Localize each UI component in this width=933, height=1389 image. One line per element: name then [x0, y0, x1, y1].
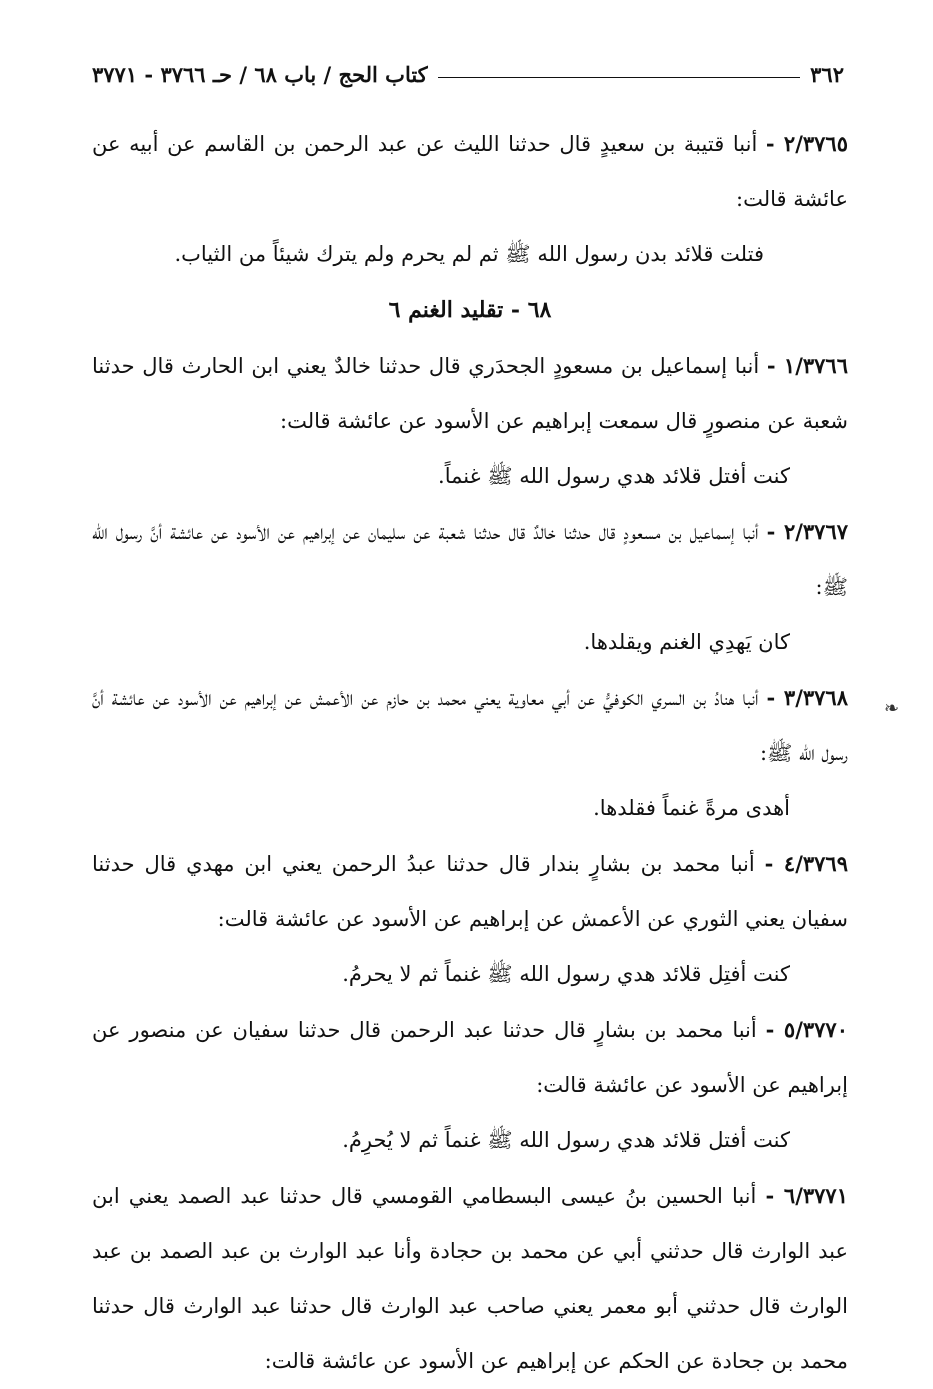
hadith-quote: كان يَهدِي الغنم ويقلدها.	[583, 630, 790, 654]
hadith-number: ٢/٣٧٦٥ -	[765, 131, 848, 156]
hadith-paragraph	[92, 338, 848, 449]
hadith-number: ١/٣٧٦٦ -	[766, 353, 848, 378]
hadith-paragraph	[92, 116, 848, 227]
hadith-text: أنبا إسماعيل بن مسعودٍ قال حدثنا خالدٌ قال حدثنا شعبة عن سليمان عن إبراهيم عن الأسود عن عائشة أنَّ رسول الله ﷺ:	[92, 520, 848, 599]
chapter-heading: ٦٨ - تقليد الغنم ٦	[388, 297, 552, 323]
hadith-quote: كنت أفتل قلائد هدي رسول الله ﷺ غنماً ثم لا يُحرِمُ.	[342, 1128, 790, 1152]
hadith-quote: كنت أفتل قلائد هدي رسول الله ﷺ غنماً.	[438, 464, 790, 488]
page-number: ٣٦٢	[810, 61, 844, 87]
page-body	[92, 116, 848, 1389]
hadith-paragraph	[92, 1168, 848, 1389]
hadith-text: أنبا قتيبة بن سعيدٍ قال حدثنا الليث عن عبد الرحمن بن القاسم عن أبيه عن عائشة قالت:	[92, 132, 848, 211]
hadith-quote: أهدى مرةً غنماً فقلدها.	[593, 796, 790, 820]
hadith-text: أنبا الحسين بنُ عيسى البسطامي القومسي قال حدثنا عبد الصمد يعني ابن عبد الوارث قال حدثني أبي عن محمد بن حجادة وأنا عبد الوارث بن عبد الصمد بن عبد الوارث قال حدثني أبو معمر يعني صاحب عبد الوارث قال حدثنا عبد الوارث قال حدثنا محمد بن جحادة عن الحكم عن إبراهيم عن الأسود عن عائشة قالت:	[92, 1184, 848, 1373]
hadith-text: أنبا إسماعيل بن مسعودٍ الجحدَري قال حدثنا خالدٌ يعني ابن الحارث قال حدثنا شعبة عن منصورٍ قال سمعت إبراهيم عن الأسود عن عائشة قالت:	[92, 354, 848, 433]
header-rule	[438, 77, 800, 78]
hadith-quote: فتلت قلائد بدن رسول الله ﷺ ثم لم يحرم ولم يترك شيئاً من الثياب.	[174, 242, 764, 266]
hadith-paragraph	[92, 504, 848, 615]
hadith-number: ٥/٣٧٧٠ -	[765, 1017, 848, 1042]
hadith-paragraph	[92, 670, 848, 781]
hadith-text: أنبا محمد بن بشارٍ قال حدثنا عبد الرحمن قال حدثنا سفيان عن منصور عن إبراهيم عن الأسود عن عائشة قالت:	[92, 1018, 848, 1097]
running-title: كتاب الحج / باب ٦٨ / حـ ٣٧٦٦ - ٣٧٧١	[92, 61, 428, 87]
hadith-text: أنبا هنادُ بن السري الكوفيُّ عن أبي معاوية يعني محمد بن حازم عن الأعمش عن إبراهيم عن الأسود عن عائشة أنَّ رسول الله ﷺ:	[92, 686, 848, 765]
hadith-number: ٣/٣٧٦٨ -	[766, 685, 848, 710]
page-header	[92, 56, 844, 92]
hadith-paragraph	[92, 1002, 848, 1113]
hadith-number: ٢/٣٧٦٧ -	[766, 519, 849, 544]
margin-mark-icon: ❧	[884, 698, 900, 719]
hadith-text: أنبا محمد بن بشارٍ بندار قال حدثنا عبدُ الرحمن يعني ابن مهدي قال حدثنا سفيان يعني الثوري عن الأعمش عن إبراهيم عن الأسود عن عائشة قالت:	[92, 852, 848, 931]
hadith-number: ٦/٣٧٧١ -	[765, 1183, 848, 1208]
hadith-number: ٤/٣٧٦٩ -	[764, 851, 848, 876]
hadith-paragraph	[92, 836, 848, 947]
hadith-quote: كنت أفتِل قلائد هدي رسول الله ﷺ غنماً ثم لا يحرمُ.	[342, 962, 790, 986]
